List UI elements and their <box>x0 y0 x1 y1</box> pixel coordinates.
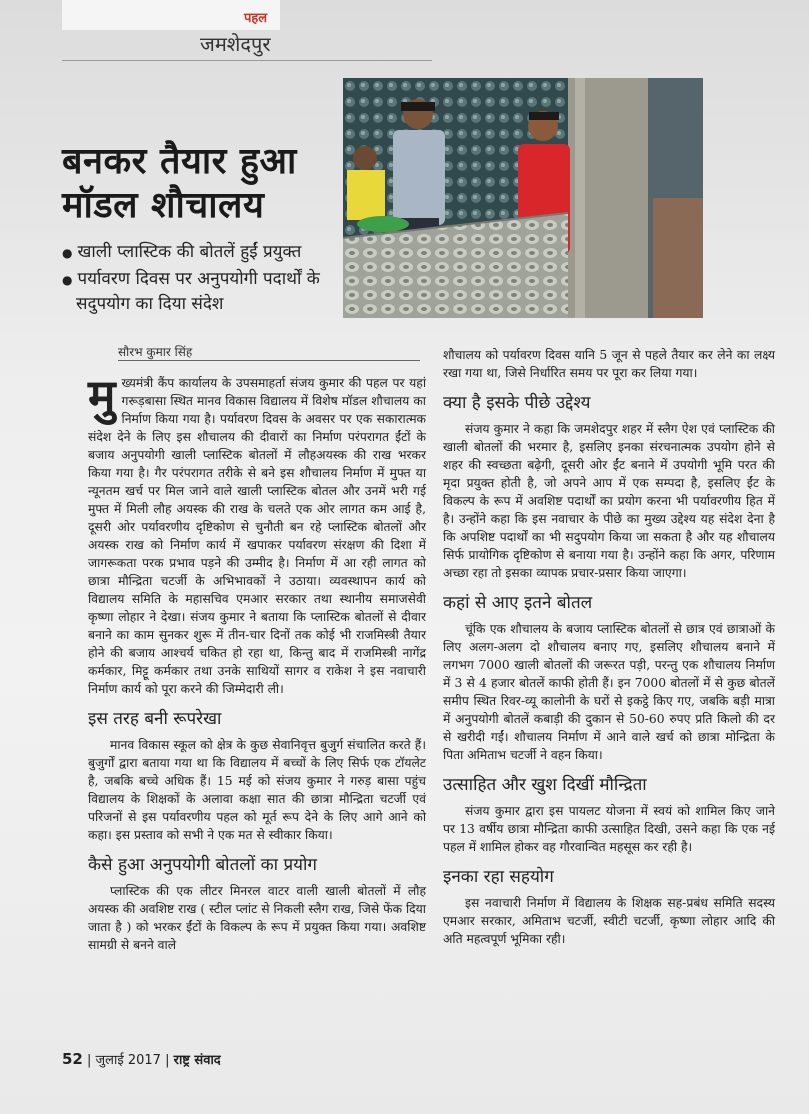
article-column-left <box>88 369 426 958</box>
section-heading-mondrita: उत्साहित और खुश दिखीं मौन्द्रिता <box>443 775 647 795</box>
issue-date: जुलाई 2017 <box>95 1053 161 1068</box>
section-body-outline: मानव विकास स्कूल को क्षेत्र के कुछ सेवानिवृत्त बुजुर्ग संचालित करते हैं। बुजुर्गों द्वारा बताया गया था कि विद्यालय में बच्चों के लिए सिर्फ एक टॉयलेट है, जबकि बच्चे अधिक हैं। 15 मई को संजय कुमार ने गरुड़ बासा पहुंच विद्यालय के शिक्षकों के अलावा कक्षा सात की छात्रा मौन्द्रिता चटर्जी एवं परिजनों से इस पर्यावरणीय पहल को मूर्त रूप देने के लिए आगे आने को कहा। इस प्रस्ताव को सभी ने एक मत से स्वीकार किया। <box>88 738 426 842</box>
footer-separator: | <box>87 1053 96 1068</box>
section-body-bottles-source: चूंकि एक शौचालय के बजाय प्लास्टिक बोतलों से छात्र एवं छात्राओं के लिए अलग-अलग दो शौचालय बनाए गए, इसलिए शौचालय बनाने में लगभग 7000 खाली बोतलों की जरूरत पड़ी, परन्तु एक शौचालय निर्माण में 3 से 4 हजार बोतलें काफी होती हैं। इन 7000 बोतलों में से कुछ बोतलें समीप स्थित रिवर-व्यू कालोनी के घरों से इकट्ठे किए गए, जबकि बड़ी मात्रा में अनुपयोगी बोतलें कबाड़ी की दुकान से 50-60 रुपए प्रति किलो की दर से खरीदी गईं। शौचालय निर्माण में आने वाले खर्च को छात्रा मोन्द्रिता के पिता अमिताभ चटर्जी ने वहन किया। <box>443 622 775 762</box>
section-body-bottle-use: प्लास्टिक की एक लीटर मिनरल वाटर वाली खाली बोतलों में लौह अयस्क की अवशिष्ट राख ( स्टील प्लांट से निकली स्लैग राख, जिसे फेंक दिया जाता है ) को भरकर ईंटों के विकल्प के रूप में प्रयुक्त किया गया। अवशिष्ट सामग्री से बनने वाले <box>88 884 426 952</box>
toilet-photo <box>343 78 703 318</box>
section-heading-bottle-use: कैसे हुआ अनुपयोगी बोतलों का प्रयोग <box>88 855 317 875</box>
subhead-bullets <box>62 240 342 318</box>
section-tag <box>62 0 280 30</box>
section-heading-outline: इस तरह बनी रूपरेखा <box>88 709 222 729</box>
footer-separator: | <box>165 1053 174 1068</box>
city-dateline: जमशेदपुर <box>200 32 271 56</box>
subhead-bullet: ● पर्यावरण दिवस पर अनुपयोगी पदार्थों के सदुपयोग का दिया संदेश <box>62 267 342 316</box>
section-body-support: इस नवाचारी निर्माण में विद्यालय के शिक्षक सह-प्रबंध समिति सदस्य एमआर सरकार, अमिताभ चटर्जी, स्वीटी चटर्जी, कृष्णा लोहार आदि की अति महत्वपूर्ण भूमिका रही। <box>443 896 775 946</box>
intro-paragraph <box>88 369 426 698</box>
author-byline: सौरभ कुमार सिंह <box>118 345 193 359</box>
magazine-name: राष्ट्र संवाद <box>173 1053 221 1068</box>
byline-divider <box>118 360 420 361</box>
page-number: 52 <box>62 1050 83 1068</box>
page-footer <box>62 1050 221 1068</box>
section-label: पहल <box>244 11 268 26</box>
section-heading-purpose: क्या है इसके पीछे उद्देश्य <box>443 393 591 413</box>
intro-text: ख्यमंत्री कैंप कार्यालय के उपसमाहर्ता संजय कुमार की पहल पर यहां गरूड़बासा स्थित मानव विकास विद्यालय में विशेष मॉडल शौचालय का निर्माण किया गया है। पर्यावरण दिवस के अवसर पर एक सकारात्मक संदेश देने के लिए इस शौचालय की दीवारों का निर्माण परंपरागत ईंटों के बजाय अनुपयोगी खाली प्लास्टिक बोतलों में लौहअयस्क की राख भरकर किया गया है। गैर परंपरागत तरीके से बने इस शौचालय निर्माण में मुफ्त या न्यूनतम खर्च पर मिल जाने वाले खाली प्लास्टिक बोतल और उनमें भरी गई मुफ्त में मिली लौह अयस्क की राख के चलते एक ओर लागत कम आई है, दूसरी ओर पर्यावरणीय दृष्टिकोण से चुनौती बन रहे प्लास्टिक बोतलों और अयस्क राख को निर्माण कार्य में खपाकर पर्यावरण संरक्षण की दिशा में जागरूकता परक प्रभाव पड़ने की उम्मीद है। निर्माण में आ रही लागत को छात्रा मौन्द्रिता चटर्जी के अभिभावकों ने उठाया। व्यवस्थापन कार्य को विद्यालय समिति के महासचिव एमआर सरकार तथा स्थानीय समाजसेवी कृष्णा लोहार ने देखा। संजय कुमार ने बताया कि प्लास्टिक बोतलों से दीवार बनाने का काम सुनकर शुरू में तीन-चार दिनों तक कोई भी राजमिस्त्री तैयार होने की बजाय आश्चर्य चकित हो रहा था, किन्तु बाद में राजमिस्त्री नागेंद्र कर्मकार, मिट्टू कर्मकार तथा उनके साथियों सागर व राकेश ने इस नवाचारी निर्माण कार्य को पूरा करने की जिम्मेदारी ली। <box>88 376 426 696</box>
section-body-purpose: संजय कुमार ने कहा कि जमशेदपुर शहर में स्लैग ऐश एवं प्लास्टिक की खाली बोतलों की भरमार है, इसलिए इनका संरचनात्मक उपयोग होने से शहर की स्वच्छता बढ़ेगी, दूसरी ओर ईंट बनाने में उपयोगी भूमि परत की मृदा प्रयुक्त होती है, जो अपने आप में एक सम्पदा है, इसलिए ईंट के विकल्प के रूप में अवशिष्ट पदार्थों का प्रयोग करना भी पर्यावरणीय हित में है। उन्होंने कहा कि इस नवाचार के पीछे का मुख्य उद्देश्य यह संदेश देना है कि अपशिष्ट पदार्थों का भी सदुपयोग किया जा सकता है और यह शौचालय सिर्फ प्रायोगिक दृष्टिकोण से बनाया गया है। उन्होंने कहा कि अगर, परिणाम अच्छा रहा तो इसका व्यापक प्रचार-प्रसार किया जाएगा। <box>443 422 775 580</box>
continuation-paragraph: शौचालय को पर्यावरण दिवस यानि 5 जून से पहले तैयार कर लेने का लक्ष्य रखा गया था, जिसे निर्धारित समय पर पूरा कर लिया गया। <box>443 348 775 380</box>
article-column-right <box>443 346 775 952</box>
header-divider <box>62 60 432 61</box>
section-heading-bottles-source: कहां से आए इतने बोतल <box>443 593 593 613</box>
drop-cap: मु <box>88 369 116 423</box>
headline: बनकर तैयार हुआ मॉडल शौचालय <box>62 141 297 226</box>
photo-illustration <box>343 78 703 318</box>
section-heading-support: इनका रहा सहयोग <box>443 867 554 887</box>
subhead-bullet: ● खाली प्लास्टिक की बोतलें हुईं प्रयुक्त <box>62 240 342 265</box>
section-body-mondrita: संजय कुमार द्वारा इस पायलट योजना में स्वयं को शामिल किए जाने पर 13 वर्षीय छात्रा मौन्द्रिता काफी उत्साहित दिखी, उसने कहा कि एक नई पहल में शामिल होकर वह गौरवान्वित महसूस कर रही है। <box>443 804 775 854</box>
